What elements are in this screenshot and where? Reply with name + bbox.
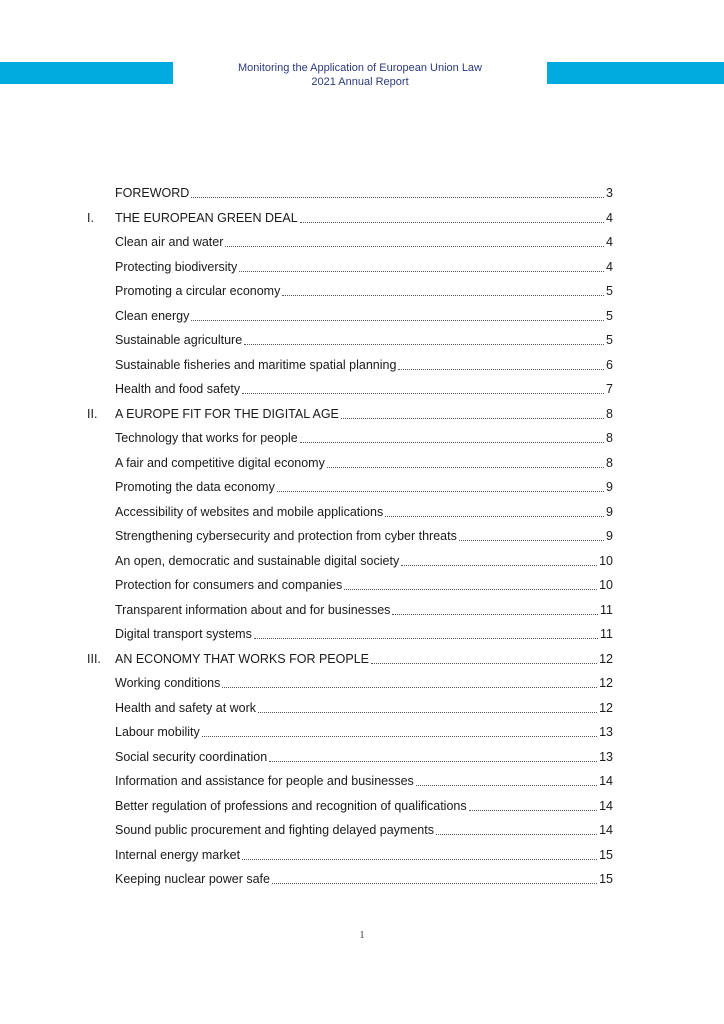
toc-entry-title: Better regulation of professions and recognition of qualifications (115, 798, 467, 813)
header-subtitle: 2021 Annual Report (311, 76, 409, 88)
toc-subsection-entry[interactable] (115, 428, 613, 446)
toc-leader-dots (191, 196, 604, 198)
toc-subsection-entry[interactable] (115, 355, 613, 373)
toc-page-number: 8 (606, 406, 613, 421)
toc-subsection-entry[interactable] (115, 526, 613, 544)
toc-leader-dots (242, 858, 597, 860)
toc-entry-title: Clean energy (115, 308, 190, 323)
toc-entry-title: Transparent information about and for businesses (115, 602, 391, 617)
toc-leader-dots (202, 735, 597, 737)
toc-page-number: 15 (599, 872, 613, 886)
toc-page-number: 14 (599, 823, 613, 837)
toc-leader-dots (398, 368, 604, 370)
toc-page-number: 6 (606, 357, 613, 372)
toc-subsection-entry[interactable] (115, 600, 613, 618)
toc-leader-dots (459, 539, 604, 541)
toc-section-entry[interactable] (87, 183, 613, 201)
toc-entry-title: THE EUROPEAN GREEN DEAL (115, 210, 298, 225)
toc-page-number: 12 (599, 676, 613, 690)
toc-subsection-entry[interactable] (115, 575, 613, 593)
toc-subsection-entry[interactable] (115, 306, 613, 324)
toc-page-number: 12 (599, 651, 613, 666)
toc-section-number: III. (87, 651, 101, 666)
toc-subsection-entry[interactable] (115, 453, 613, 471)
toc-page-number: 8 (606, 431, 613, 445)
toc-page-number: 10 (599, 553, 613, 568)
toc-entry-title: Accessibility of websites and mobile applications (115, 504, 384, 519)
toc-entry-title: Promoting the data economy (115, 480, 275, 494)
toc-page-number: 5 (606, 284, 613, 298)
toc-page-number: 9 (606, 504, 613, 519)
toc-page-number: 11 (600, 627, 613, 641)
toc-page-number: 13 (599, 749, 613, 764)
toc-page-number: 4 (606, 210, 613, 225)
toc-subsection-entry[interactable] (115, 232, 613, 250)
toc-page-number: 14 (599, 798, 613, 813)
toc-section-number: II. (87, 406, 98, 421)
toc-page-number: 11 (600, 602, 613, 617)
toc-entry-title: A fair and competitive digital economy (115, 455, 325, 470)
toc-subsection-entry[interactable] (115, 698, 613, 716)
toc-entry-title: Social security coordination (115, 749, 268, 764)
toc-section-number: I. (87, 210, 94, 225)
header-title: Monitoring the Application of European Union Law (238, 62, 482, 74)
toc-entry-title: An open, democratic and sustainable digital society (115, 553, 400, 568)
toc-entry-title: Internal energy market (115, 847, 241, 862)
toc-leader-dots (416, 784, 597, 786)
toc-leader-dots (258, 711, 597, 713)
header-band-right (547, 62, 724, 84)
toc-section-entry[interactable] (87, 208, 613, 226)
page-number: 1 (359, 930, 365, 941)
toc-subsection-entry[interactable] (115, 722, 613, 740)
toc-entry-title: Labour mobility (115, 725, 200, 739)
toc-leader-dots (436, 833, 597, 835)
toc-subsection-entry[interactable] (115, 477, 613, 495)
toc-entry-title: Strengthening cybersecurity and protection from cyber threats (115, 529, 457, 543)
header-band-left (0, 62, 173, 84)
toc-page-number: 9 (606, 480, 613, 494)
toc-entry-title: Keeping nuclear power safe (115, 872, 270, 886)
toc-subsection-entry[interactable] (115, 845, 613, 863)
toc-entry-title: Clean air and water (115, 235, 224, 249)
toc-subsection-entry[interactable] (115, 551, 613, 569)
toc-subsection-entry[interactable] (115, 257, 613, 275)
toc-subsection-entry[interactable] (115, 330, 613, 348)
toc-page-number: 8 (606, 455, 613, 470)
toc-leader-dots (300, 441, 604, 443)
toc-section-entry[interactable] (87, 649, 613, 667)
toc-subsection-entry[interactable] (115, 771, 613, 789)
toc-subsection-entry[interactable] (115, 379, 613, 397)
toc-leader-dots (327, 466, 604, 468)
toc-subsection-entry[interactable] (115, 869, 613, 887)
toc-page-number: 13 (599, 725, 613, 739)
toc-entry-title: A EUROPE FIT FOR THE DIGITAL AGE (115, 406, 339, 421)
toc-subsection-entry[interactable] (115, 820, 613, 838)
toc-leader-dots (222, 686, 597, 688)
toc-entry-title: Information and assistance for people and businesses (115, 774, 414, 788)
toc-page-number: 9 (606, 529, 613, 543)
toc-entry-title: Promoting a circular economy (115, 284, 281, 298)
toc-leader-dots (300, 221, 604, 223)
toc-entry-title: Protection for consumers and companies (115, 578, 343, 592)
toc-subsection-entry[interactable] (115, 624, 613, 642)
toc-subsection-entry[interactable] (115, 281, 613, 299)
toc-leader-dots (254, 637, 598, 639)
toc-entry-title: Working conditions (115, 676, 221, 690)
toc-entry-title: Sustainable agriculture (115, 333, 243, 347)
toc-subsection-entry[interactable] (115, 747, 613, 765)
toc-page-number: 5 (606, 333, 613, 347)
toc-leader-dots (244, 343, 604, 345)
toc-page-number: 5 (606, 308, 613, 323)
toc-entry-title: Health and safety at work (115, 700, 257, 715)
toc-section-entry[interactable] (87, 404, 613, 422)
toc-entry-title: Technology that works for people (115, 431, 298, 445)
toc-leader-dots (469, 809, 597, 811)
toc-subsection-entry[interactable] (115, 502, 613, 520)
toc-leader-dots (341, 417, 604, 419)
toc-leader-dots (272, 882, 597, 884)
toc-leader-dots (392, 613, 598, 615)
toc-leader-dots (401, 564, 597, 566)
toc-page-number: 10 (599, 578, 613, 592)
toc-entry-title: FOREWORD (115, 186, 190, 200)
toc-page-number: 4 (606, 259, 613, 274)
toc-leader-dots (242, 392, 604, 394)
toc-leader-dots (269, 760, 597, 762)
toc-entry-title: Health and food safety (115, 382, 241, 396)
toc-entry-title: Sound public procurement and fighting delayed payments (115, 823, 434, 837)
toc-entry-title: Sustainable fisheries and maritime spatial planning (115, 357, 397, 372)
toc-leader-dots (371, 662, 597, 664)
toc-entry-title: Protecting biodiversity (115, 259, 238, 274)
toc-leader-dots (385, 515, 604, 517)
toc-page-number: 7 (606, 382, 613, 396)
toc-entry-title: Digital transport systems (115, 627, 252, 641)
toc-leader-dots (344, 588, 597, 590)
toc-page-number: 15 (599, 847, 613, 862)
toc-entry-title: AN ECONOMY THAT WORKS FOR PEOPLE (115, 651, 369, 666)
running-header (173, 61, 547, 89)
toc-page-number: 14 (599, 774, 613, 788)
toc-leader-dots (225, 245, 604, 247)
toc-leader-dots (191, 319, 604, 321)
toc-subsection-entry[interactable] (115, 796, 613, 814)
toc-page-number: 4 (606, 235, 613, 249)
toc-leader-dots (239, 270, 604, 272)
toc-leader-dots (282, 294, 604, 296)
toc-page-number: 3 (606, 186, 613, 200)
toc-leader-dots (277, 490, 604, 492)
toc-subsection-entry[interactable] (115, 673, 613, 691)
toc-page-number: 12 (599, 700, 613, 715)
